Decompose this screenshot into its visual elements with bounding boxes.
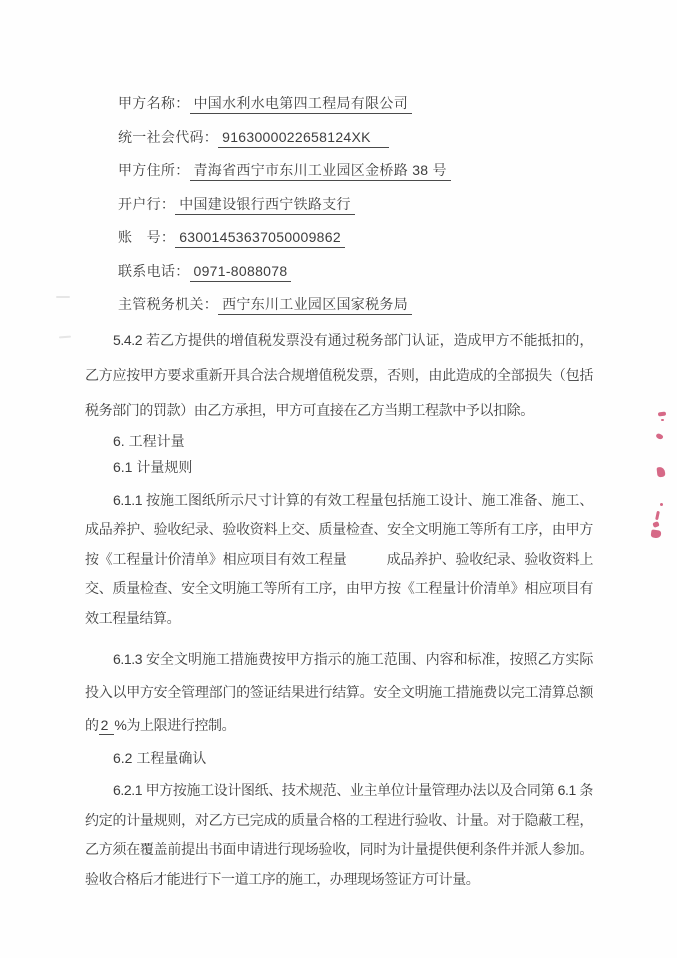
field-value-underlined: 青海省西宁市东川工业园区金桥路 38 号 [190,162,451,181]
clause-6-1-3-text-b: %为上限进行控制。 [114,717,236,733]
clause-5-4-2: 5.4.2 若乙方提供的增值税发票没有通过税务部门认证，造成甲方不能抵扣的，乙方应按甲方要求重新开具合法合规增值税发票，否则，由此造成的全部损失（包括税务部门的罚款）由乙方承担，甲方可直接在乙方当期工程款中予以扣除。 [85,331,593,418]
section-6-heading: 6. 工程计量 [113,432,185,449]
field-address [118,160,593,194]
filled-in-value-underlined: 2 [99,717,115,735]
field-value-underlined: 中国建设银行西宁铁路支行 [175,196,355,215]
red-ink-mark [661,419,664,421]
clause-6-1-1-text-a: 6.1.1 按施工图纸所示尺寸计算的有效工程量包括施工设计、施工准备、施工、成品养护、验收纪录、验收资料上交、质量检查、安全文明施工等所有工序，由甲方按《工程量计价清单》相应项目有效工程量 [85,491,593,567]
field-bank [118,194,593,228]
field-label: 账 号： [118,229,176,245]
clause-6-1-3-text-a: 6.1.3 安全文明施工措施费按甲方指示的施工范围、内容和标准，按照乙方实际投入以甲方安全管理部门的签证结果进行结算。安全文明施工措施费以完工清算总额的 [85,651,593,733]
scan-smudge [56,296,70,298]
red-ink-mark [660,503,663,506]
field-value-underlined: 0971-8088078 [190,263,292,282]
clause-6-2-1: 6.2.1 甲方按施工设计图纸、技术规范、业主单位计量管理办法以及合同第 6.1 条约定的计量规则，对乙方已完成的质量合格的工程进行验收、计量。对于隐蔽工程，乙方须在覆盖前提出书面申请进行现场验收，同时为计量提供便利条件并派人参加。验收合格后才能进行下一道工序的施工，办理现场签证方可计量。 [85,782,593,887]
field-value-underlined: 中国水利水电第四工程局有限公司 [190,95,413,114]
field-value-underlined: 西宁东川工业园区国家税务局 [218,296,412,315]
field-company-name [118,93,593,127]
field-account-number [118,227,593,261]
field-label: 统一社会代码： [118,128,219,145]
field-social-credit-code [118,127,593,161]
field-phone [118,261,593,295]
section-6-1-heading: 6.1 计量规则 [113,458,193,475]
field-value-underlined: 9163000022658124XK [218,129,389,148]
field-label: 开户行： [118,195,176,212]
clause-6-1-1 [85,486,593,634]
clause-6-1-1-text-b: 成品养护、验收纪录、验收资料上交、质量检查、安全文明施工等所有工序，由甲方按《工程量计价清单》相应项目有效工程量结算。 [85,550,593,626]
clause-6-1-3 [85,643,593,742]
field-label: 联系电话： [118,262,190,279]
field-label: 甲方名称： [118,95,190,111]
field-label: 主管税务机关： [118,296,219,312]
field-value-underlined: 63001453637050009862 [175,229,345,248]
field-label: 甲方住所： [118,162,190,178]
section-6-2-heading: 6.2 工程量确认 [113,750,207,766]
party-info-fields [118,93,593,328]
